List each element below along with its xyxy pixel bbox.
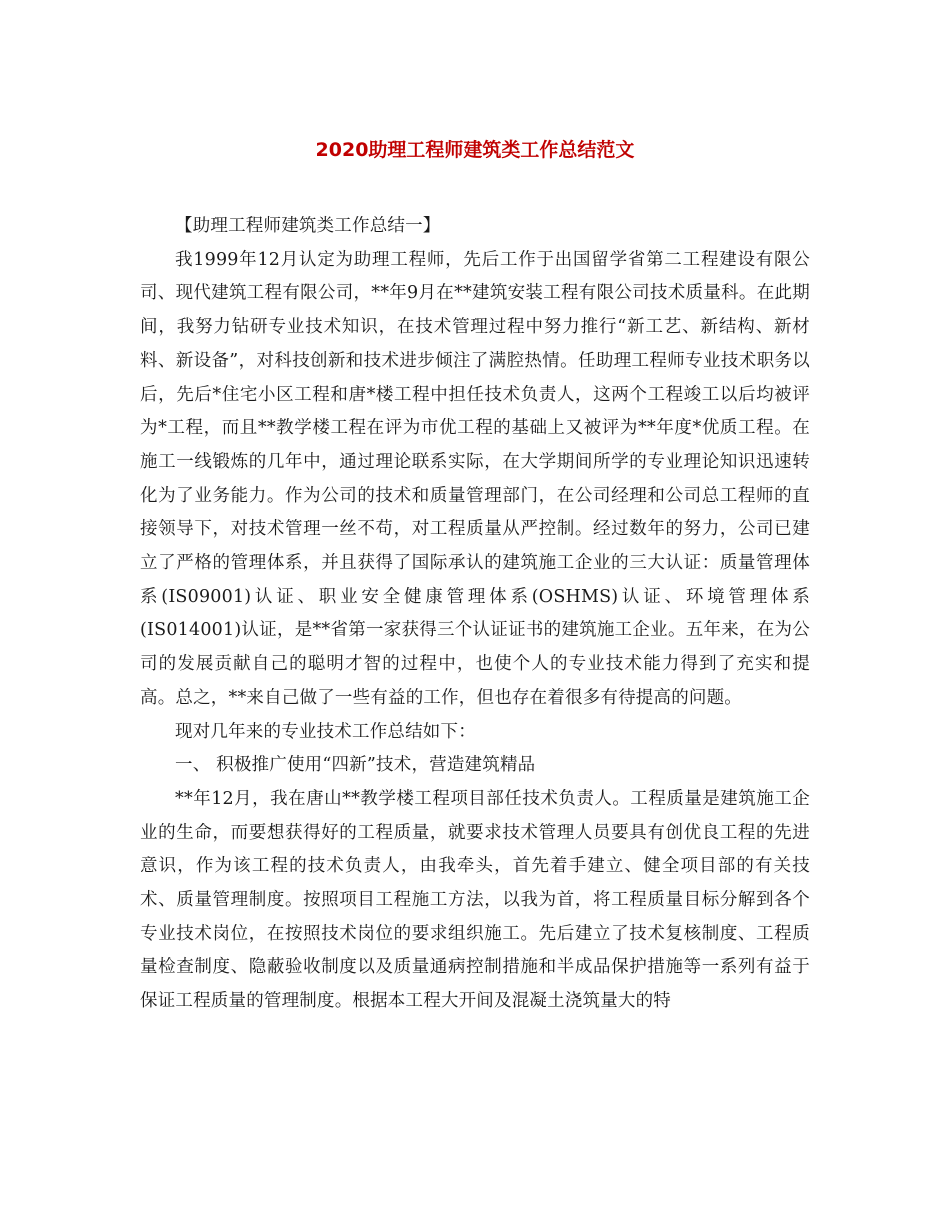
body-paragraph: **年12月，我在唐山**教学楼工程项目部任技术负责人。工程质量是建筑施工企业的生命，而要想获得好的工程质量，就要求技术管理人员要具有创优良工程的先进意识，作为该工程的技术负责人，由我牵头，首先着手建立、健全项目部的有关技术、质量管理制度。按照项目工程施工方法，以我为首，将工程质量目标分解到各个专业技术岗位，在按照技术岗位的要求组织施工。先后建立了技术复核制度、工程质量检查制度、隐蔽验收制度以及质量通病控制措施和半成品保护措施等一系列有益于保证工程质量的管理制度。根据本工程大开间及混凝土浇筑量大的特	[140, 788, 810, 1012]
body-paragraph: 现对几年来的专业技术工作总结如下：	[175, 721, 476, 742]
document-title: 2020助理工程师建筑类工作总结范文	[315, 139, 635, 161]
section-heading: 【助理工程师建筑类工作总结一】	[175, 216, 441, 236]
document-page	[140, 130, 810, 1019]
body-paragraph: 我1999年12月认定为助理工程师，先后工作于出国留学省第二工程建设有限公司、现代建筑工程有限公司，**年9月在**建筑安装工程有限公司技术质量科。在此期间，我努力钻研专业技术知识，在技术管理过程中努力推行“新工艺、新结构、新材料、新设备”，对科技创新和技术进步倾注了满腔热情。任助理工程师专业技术职务以后，先后*住宅小区工程和唐*楼工程中担任技术负责人，这两个工程竣工以后均被评为*工程，而且**教学楼工程在评为市优工程的基础上又被评为**年度*优质工程。在施工一线锻炼的几年中，通过理论联系实际，在大学期间所学的专业理论知识迅速转化为了业务能力。作为公司的技术和质量管理部门，在公司经理和公司总工程师的直接领导下，对技术管理一丝不苟，对工程质量从严控制。经过数年的努力，公司已建立了严格的管理体系，并且获得了国际承认的建筑施工企业的三大认证：质量管理体系(IS09001)认证、职业安全健康管理体系(OSHMS)认证、环境管理体系(IS014001)认证，是**省第一家获得三个认证证书的建筑施工企业。五年来，在为公司的发展贡献自己的聪明才智的过程中，也使个人的专业技术能力得到了充实和提高。总之，**来自己做了一些有益的工作，但也存在着很多有待提高的问题。	[140, 249, 810, 708]
list-heading: 一、 积极推广使用“四新”技术，营造建筑精品	[175, 755, 536, 776]
